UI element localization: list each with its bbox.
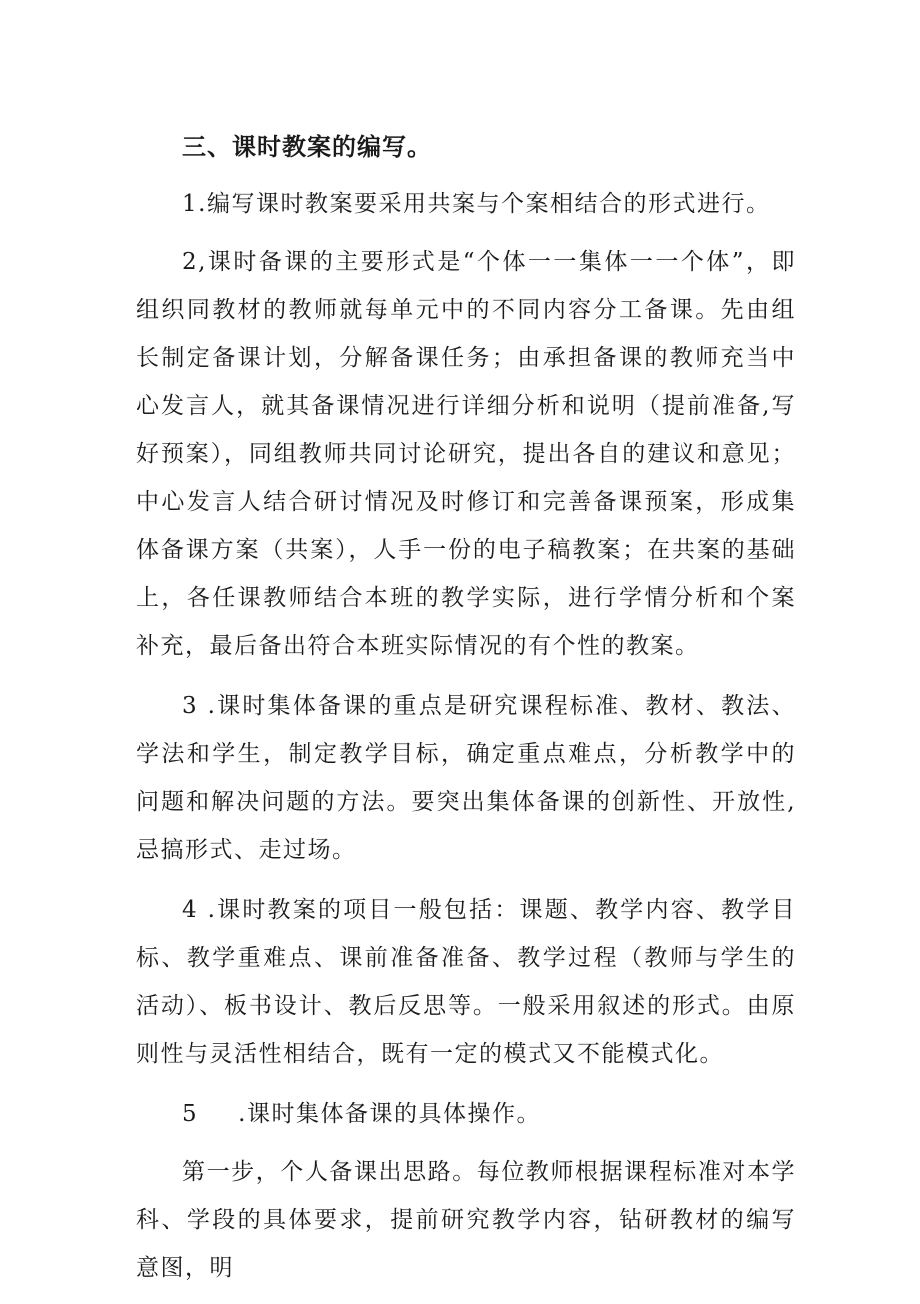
paragraph-item-3: 3 .课时集体备课的重点是研究课程标准、教材、教法、学法和学生，制定教学目标，确定重点难点，分析教学中的问题和解决问题的方法。要突出集体备课的创新性、开放性,忌搞形式、走过场。: [136, 693, 796, 863]
paragraph-item-1: 1.编写课时教案要采用共案与个案相结合的形式进行。: [182, 191, 771, 217]
section-heading: 三、课时教案的编写。: [182, 133, 432, 161]
paragraph-step-1: 第一步，个人备课出思路。每位教师根据课程标准对本学科、学段的具体要求，提前研究教学内容，钻研教材的编写意图，明: [136, 1159, 796, 1281]
paragraph-item-2: 2,课时备课的主要形式是“个体一一集体一一个体”，即组织同教材的教师就每单元中的不同内容分工备课。先由组长制定备课计划，分解备课任务；由承担备课的教师充当中心发言人，就其备课情况进行详细分析和说明（提前准备,写好预案），同组教师共同讨论研究，提出各自的建议和意见；中心发言人结合研讨情况及时修订和完善备课预案，形成集体备课方案（共案），人手一份的电子稿教案；在共案的基础上，各任课教师结合本班的教学实际，进行学情分析和个案补充，最后备出符合本班实际情况的有个性的教案。: [136, 249, 796, 659]
paragraph-item-5: [136, 1090, 796, 1138]
item-5-number: 5: [182, 1101, 199, 1127]
document-body: [136, 128, 796, 1304]
item-5-text: .课时集体备课的具体操作。: [238, 1101, 541, 1127]
paragraph-item-4: 4 .课时教案的项目一般包括：课题、教学内容、教学目标、教学重难点、课前准备准备、教学过程（教师与学生的活动）、板书设计、教后反思等。一般采用叙述的形式。由原则性与灵活性相结合，既有一定的模式又不能模式化。: [136, 897, 796, 1067]
